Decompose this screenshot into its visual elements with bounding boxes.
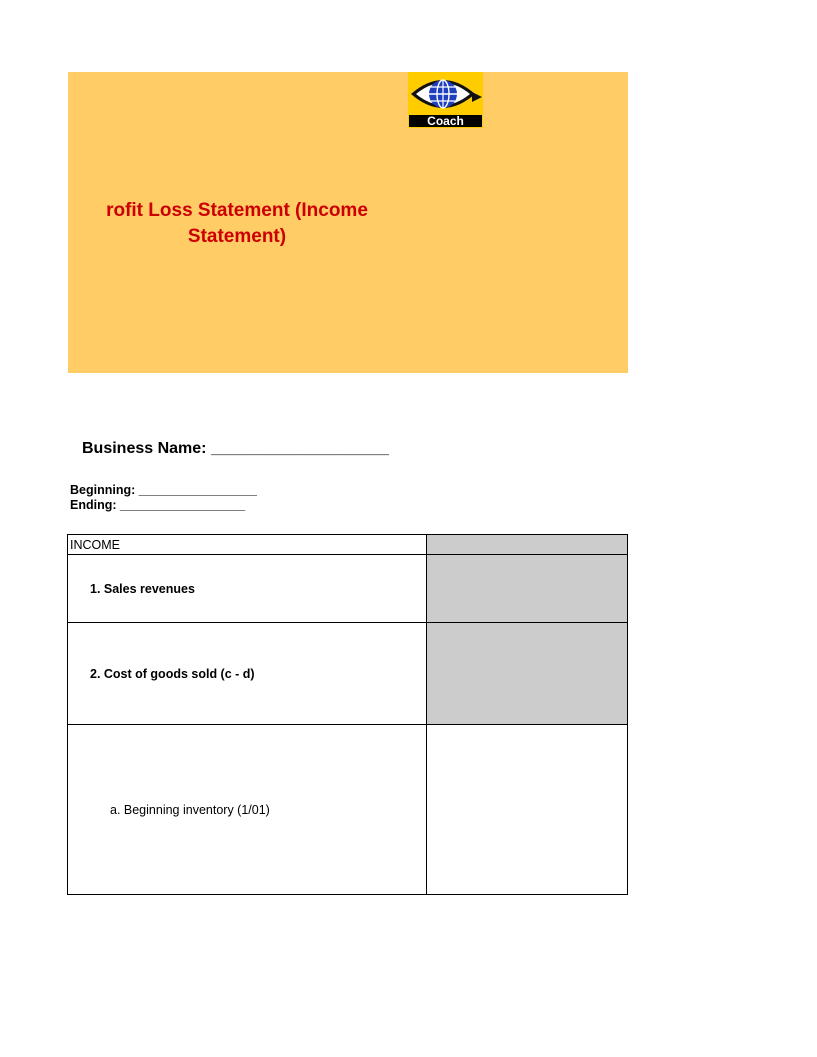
beginning-field[interactable]: _________________ [138,483,257,497]
income-table [67,534,628,895]
business-name-line [82,440,389,458]
table-row [68,623,628,725]
table-row [68,555,628,623]
beginning-inventory-label: a. Beginning inventory (1/01) [68,725,427,895]
beginning-inventory-value[interactable] [426,725,627,895]
table-row [68,725,628,895]
period-block [70,483,257,513]
cogs-value[interactable] [426,623,627,725]
ending-field[interactable]: __________________ [120,498,246,512]
sales-revenues-label: 1. Sales revenues [68,555,427,623]
ending-line [70,498,257,513]
ending-label: Ending: [70,498,117,512]
eye-globe-icon [408,72,483,128]
beginning-label: Beginning: [70,483,136,497]
income-header-value [426,535,627,555]
sales-revenues-value[interactable] [426,555,627,623]
page-title: rofit Loss Statement (Income Statement) [106,200,368,247]
cogs-label: 2. Cost of goods sold (c - d) [68,623,427,725]
beginning-line [70,483,257,498]
business-name-label: Business Name: [82,440,207,457]
income-header: INCOME [68,535,427,555]
business-name-field[interactable]: ____________________ [210,440,389,457]
table-header-row [68,535,628,555]
coach-logo [408,72,483,128]
logo-text: Coach [427,114,464,128]
